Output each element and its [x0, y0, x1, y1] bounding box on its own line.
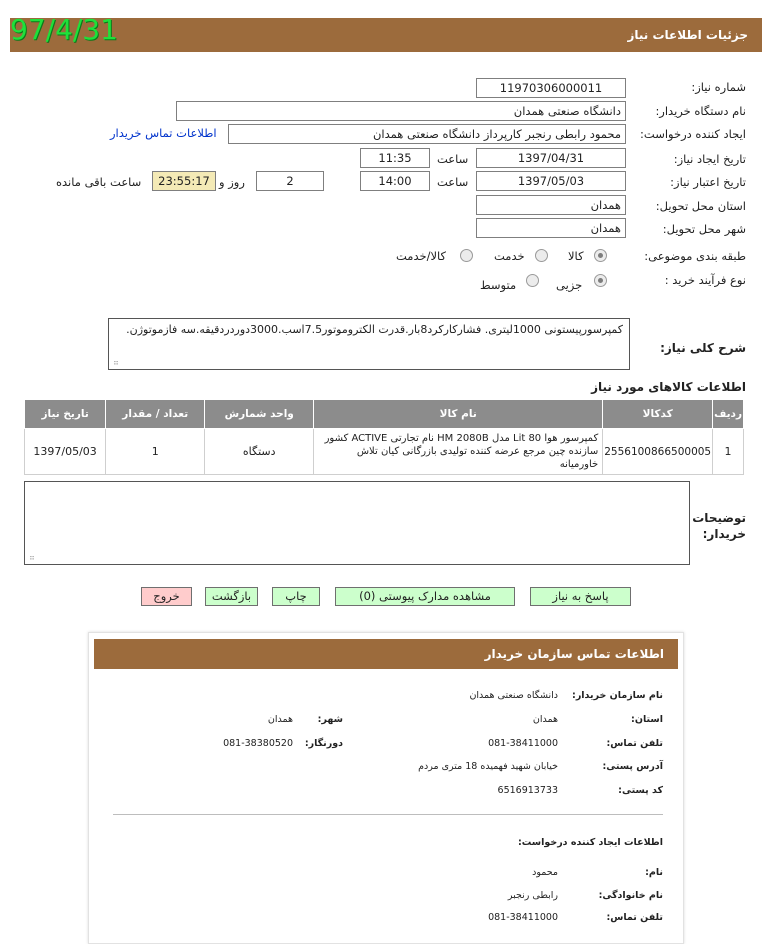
requester-field: محمود رابطی رنجبر کارپرداز دانشگاه صنعتی همدان — [228, 124, 626, 144]
contact-phone-value: 081-38411000 — [488, 738, 558, 749]
notes-label — [686, 510, 746, 542]
print-button[interactable]: چاپ — [272, 587, 320, 606]
creator-last-name-label: نام خانوادگی: — [598, 890, 663, 901]
valid-date-label: تاریخ اعتبار نیاز: — [670, 175, 746, 189]
contact-panel-header — [94, 639, 678, 669]
created-hour-label: ساعت — [437, 152, 469, 166]
col-date: تاریخ نیاز — [25, 400, 106, 429]
col-unit: واحد شمارش — [205, 400, 314, 429]
page-header — [10, 18, 762, 52]
need-number-label: شماره نیاز: — [691, 80, 746, 94]
process-radio-minor[interactable] — [594, 274, 607, 287]
contact-city-label: شهر: — [317, 714, 343, 725]
need-number-field: 11970306000011 — [476, 78, 626, 98]
contact-panel — [88, 632, 684, 944]
remaining-label: ساعت باقی مانده — [56, 175, 142, 189]
contact-org-value: دانشگاه صنعتی همدان — [469, 690, 558, 701]
notes-box[interactable] — [24, 481, 690, 565]
buyer-org-label: نام دستگاه خریدار: — [655, 104, 746, 118]
cell-unit: دستگاه — [205, 429, 314, 475]
contact-org-label: نام سازمان خریدار: — [572, 690, 663, 701]
category-radio-goods[interactable] — [594, 249, 607, 262]
creator-last-name-value: رابطی رنجبر — [507, 890, 558, 901]
contact-address-label: آدرس پستی: — [602, 761, 663, 772]
valid-hour-label: ساعت — [437, 175, 469, 189]
contact-province-label: استان: — [631, 714, 663, 725]
process-option-medium: متوسط — [480, 278, 517, 292]
back-button[interactable]: بازگشت — [205, 587, 258, 606]
days-label: روز و — [219, 175, 245, 189]
resize-grip-icon: ⠶ — [113, 358, 119, 367]
attachments-button[interactable]: مشاهده مدارک پیوستی (0) — [335, 587, 515, 606]
cell-date: 1397/05/03 — [25, 429, 106, 475]
contact-address-value: خیابان شهید فهمیده 18 متری مردم — [418, 761, 558, 772]
col-row: ردیف — [713, 400, 744, 429]
contact-postal-label: کد پستی: — [618, 785, 663, 796]
col-qty: تعداد / مقدار — [106, 400, 205, 429]
summary-text: کمپرسورپیستونی 1000لیتری. فشارکارکرد8بار.قدرت الکتروموتور7.5اسب.3000دوردردقیقه.سه فازموتوژن. — [126, 323, 623, 336]
creator-first-name-label: نام: — [645, 867, 663, 878]
city-field: همدان — [476, 218, 626, 238]
days-field: 2 — [256, 171, 324, 191]
goods-table-header — [25, 400, 744, 429]
exit-button[interactable]: خروج — [141, 587, 192, 606]
city-label: شهر محل تحویل: — [662, 222, 746, 236]
notes-label-text: توضیحات خریدار: — [692, 511, 746, 541]
resize-grip-icon: ⠶ — [29, 553, 35, 562]
goods-table — [24, 399, 744, 475]
created-date-field: 1397/04/31 — [476, 148, 626, 168]
valid-date-field: 1397/05/03 — [476, 171, 626, 191]
summary-label: شرح کلی نیاز: — [660, 341, 746, 355]
process-radio-medium[interactable] — [526, 274, 539, 287]
contact-divider — [113, 814, 663, 815]
cell-qty: 1 — [106, 429, 205, 475]
buyer-org-field: دانشگاه صنعتی همدان — [176, 101, 626, 121]
created-date-label: تاریخ ایجاد نیاز: — [673, 152, 746, 166]
process-option-minor: جزیی — [556, 278, 583, 292]
remaining-time-field: 23:55:17 — [152, 171, 216, 191]
col-name: نام کالا — [314, 400, 603, 429]
category-radio-service[interactable] — [535, 249, 548, 262]
contact-city-value: همدان — [267, 714, 293, 725]
contact-phone-label: تلفن تماس: — [606, 738, 663, 749]
creator-phone-value: 081-38411000 — [488, 912, 558, 923]
province-label: استان محل تحویل: — [655, 199, 746, 213]
creator-phone-label: تلفن تماس: — [606, 912, 663, 923]
process-label: نوع فرآیند خرید : — [664, 273, 746, 287]
category-option-service: خدمت — [494, 249, 525, 263]
creator-section-title: اطلاعات ایجاد کننده درخواست: — [517, 837, 663, 848]
category-label: طبقه بندی موضوعی: — [644, 249, 746, 263]
cell-code: 2556100866500005 — [603, 429, 713, 475]
category-option-goods: کالا — [568, 249, 584, 263]
goods-section-title: اطلاعات کالاهای مورد نیاز — [591, 380, 746, 394]
contact-fax-label: دورنگار: — [304, 738, 343, 749]
reply-button[interactable]: پاسخ به نیاز — [530, 587, 631, 606]
table-row — [25, 429, 744, 475]
category-option-both: کالا/خدمت — [396, 249, 447, 263]
contact-postal-value: 6516913733 — [497, 785, 558, 796]
creator-first-name-value: محمود — [532, 867, 558, 878]
cell-name: کمپرسور هوا Lit 80 مدل HM 2080B نام تجارتی ACTIVE کشور سازنده چین مرجع عرضه کننده تولیدی بازرگانی کیان تلاش خاورمیانه — [314, 429, 603, 475]
contact-province-value: همدان — [532, 714, 558, 725]
contact-info-link[interactable]: اطلاعات تماس خریدار — [110, 126, 217, 140]
col-code: کدکالا — [603, 400, 713, 429]
created-time-field: 11:35 — [360, 148, 430, 168]
category-radio-both[interactable] — [460, 249, 473, 262]
province-field: همدان — [476, 195, 626, 215]
summary-box — [108, 318, 630, 370]
valid-time-field: 14:00 — [360, 171, 430, 191]
contact-fax-value: 081-38380520 — [223, 738, 293, 749]
stamp-date: 97/4/31 — [10, 13, 118, 46]
requester-label: ایجاد کننده درخواست: — [640, 127, 746, 141]
cell-row: 1 — [713, 429, 744, 475]
page-title: جزئیات اطلاعات نیاز — [627, 28, 748, 42]
contact-panel-title: اطلاعات تماس سازمان خریدار — [484, 647, 664, 661]
